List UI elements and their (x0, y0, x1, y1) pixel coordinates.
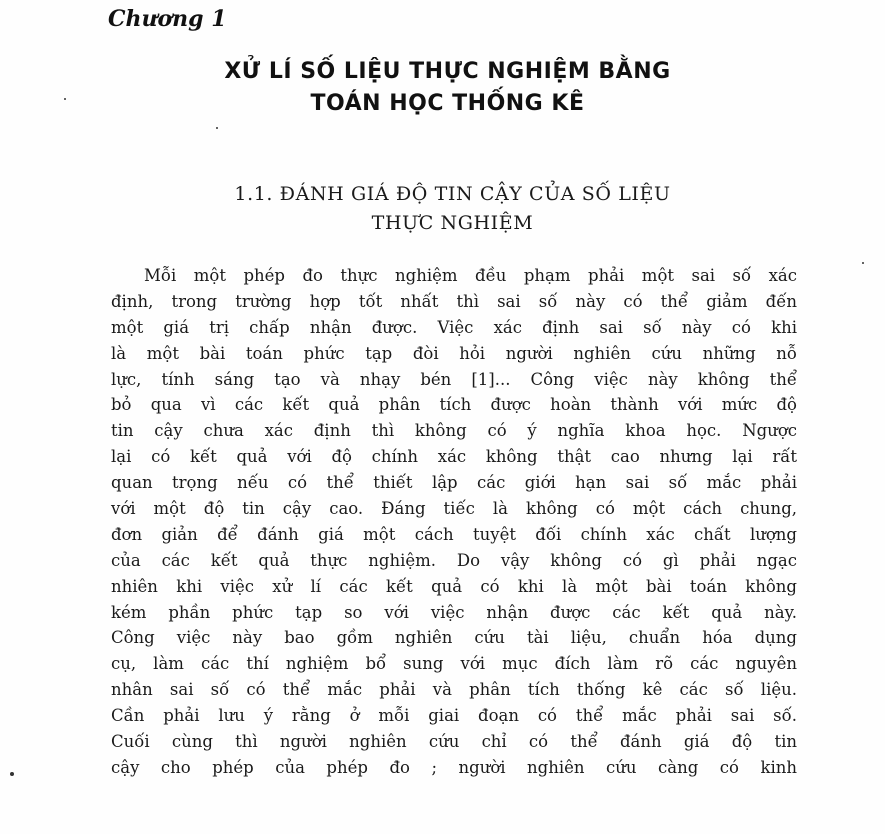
body-line: Mỗi một phép đo thực nghiệm đều phạm phải một sai số xác (144, 266, 797, 285)
section-title-line-1: 1.1. ĐÁNH GIÁ ĐỘ TIN CẬY CỦA SỐ LIỆU (234, 183, 671, 205)
body-line: nhiên khi việc xử lí các kết quả có khi là một bài toán không (111, 576, 797, 596)
chapter-title (0, 56, 885, 120)
scan-speck (64, 98, 66, 100)
section-title (0, 180, 885, 238)
body-line: của các kết quả thực nghiệm. Do vậy không có gì phải ngạc (111, 550, 797, 570)
chapter-title-line-1: XỬ LÍ SỐ LIỆU THỰC NGHIỆM BẰNG (224, 59, 671, 84)
body-line: một giá trị chấp nhận được. Việc xác định sai số này có khi (111, 317, 797, 337)
body-line: Công việc này bao gồm nghiên cứu tài liệu, chuẩn hóa dụng (111, 628, 797, 648)
body-line: cụ, làm các thí nghiệm bổ sung với mục đích làm rõ các nguyên (111, 654, 797, 674)
body-line: Cần phải lưu ý rằng ở mỗi giai đoạn có thể mắc phải sai số. (111, 706, 797, 726)
body-line: với một độ tin cậy cao. Đáng tiếc là không có một cách chung, (111, 499, 797, 519)
body-line: tin cậy chưa xác định thì không có ý nghĩa khoa học. Ngược (111, 421, 797, 441)
body-line: cậy cho phép của phép đo ; người nghiên cứu càng có kinh (111, 757, 797, 777)
section-title-line-2: THỰC NGHIỆM (371, 212, 534, 234)
chapter-label: Chương 1 (108, 6, 227, 32)
body-line: Cuối cùng thì người nghiên cứu chỉ có thể đánh giá độ tin (111, 732, 797, 752)
body-line: kém phần phức tạp so với việc nhận được các kết quả này. (111, 602, 797, 622)
body-line: là một bài toán phức tạp đòi hỏi người nghiên cứu những nỗ (111, 343, 797, 363)
body-line: nhân sai số có thể mắc phải và phân tích thống kê các số liệu. (111, 680, 797, 700)
scan-speck (10, 772, 14, 776)
scan-speck (862, 262, 864, 264)
body-line: quan trọng nếu có thể thiết lập các giới hạn sai số mắc phải (111, 473, 797, 493)
body-paragraph (111, 263, 797, 781)
chapter-title-line-2: TOÁN HỌC THỐNG KÊ (310, 91, 585, 116)
body-line: lại có kết quả với độ chính xác không thật cao nhưng lại rất (111, 447, 797, 467)
body-line: lực, tính sáng tạo và nhạy bén [1]... Công việc này không thể (111, 369, 797, 389)
body-line: định, trong trường hợp tốt nhất thì sai số này có thể giảm đến (111, 291, 797, 311)
body-line: bỏ qua vì các kết quả phân tích được hoàn thành với mức độ (111, 395, 797, 415)
body-line: đơn giản để đánh giá một cách tuyệt đối chính xác chất lượng (111, 524, 797, 544)
scan-speck (216, 127, 218, 129)
